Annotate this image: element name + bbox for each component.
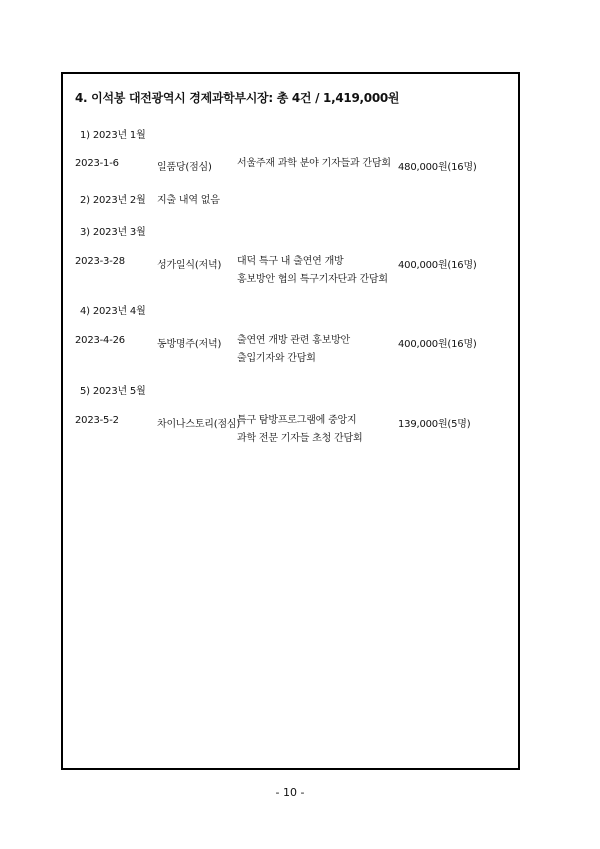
entry-place: 차이나스토리(점심) <box>157 419 241 430</box>
month-heading-march: 3) 2023년 3월 <box>80 227 146 238</box>
entry-description-line: 출입기자와 간담회 <box>237 353 316 364</box>
entry-date: 2023-4-26 <box>75 335 125 346</box>
entry-amount: 400,000원(16명) <box>398 339 477 350</box>
month-heading-february: 2) 2023년 2월 <box>80 195 146 206</box>
entry-description-line: 서울주재 과학 분야 기자들과 간담회 <box>237 158 391 169</box>
entry-amount: 139,000원(5명) <box>398 419 471 430</box>
month-heading-april: 4) 2023년 4월 <box>80 306 146 317</box>
entry-place: 성가일식(저녁) <box>157 260 222 271</box>
entry-place: 동방명주(저녁) <box>157 339 222 350</box>
entry-description-line: 과학 전문 기자들 초청 간담회 <box>237 433 363 444</box>
section-title: 4. 이석봉 대전광역시 경제과학부시장: 총 4건 / 1,419,000원 <box>75 91 400 105</box>
entry-description-line: 홍보방안 협의 특구기자단과 간담회 <box>237 274 388 285</box>
entry-place: 일품당(점심) <box>157 162 212 173</box>
entry-date: 2023-5-2 <box>75 415 119 426</box>
page-number: - 10 - <box>275 786 305 799</box>
entry-amount: 400,000원(16명) <box>398 260 477 271</box>
entry-amount: 480,000원(16명) <box>398 162 477 173</box>
entry-description-line: 특구 탐방프로그램에 중앙지 <box>237 415 357 426</box>
entry-description <box>237 253 388 289</box>
no-expense-note: 지출 내역 없음 <box>157 195 220 206</box>
entry-description <box>237 332 350 368</box>
entry-date: 2023-1-6 <box>75 158 119 169</box>
entry-description <box>237 155 391 173</box>
entry-description-line: 출연연 개방 관련 홍보방안 <box>237 335 350 346</box>
month-heading-may: 5) 2023년 5월 <box>80 386 146 397</box>
entry-description <box>237 412 362 448</box>
entry-date: 2023-3-28 <box>75 256 125 267</box>
month-heading-january: 1) 2023년 1월 <box>80 130 146 141</box>
entry-description-line: 대덕 특구 내 출연연 개방 <box>237 256 344 267</box>
